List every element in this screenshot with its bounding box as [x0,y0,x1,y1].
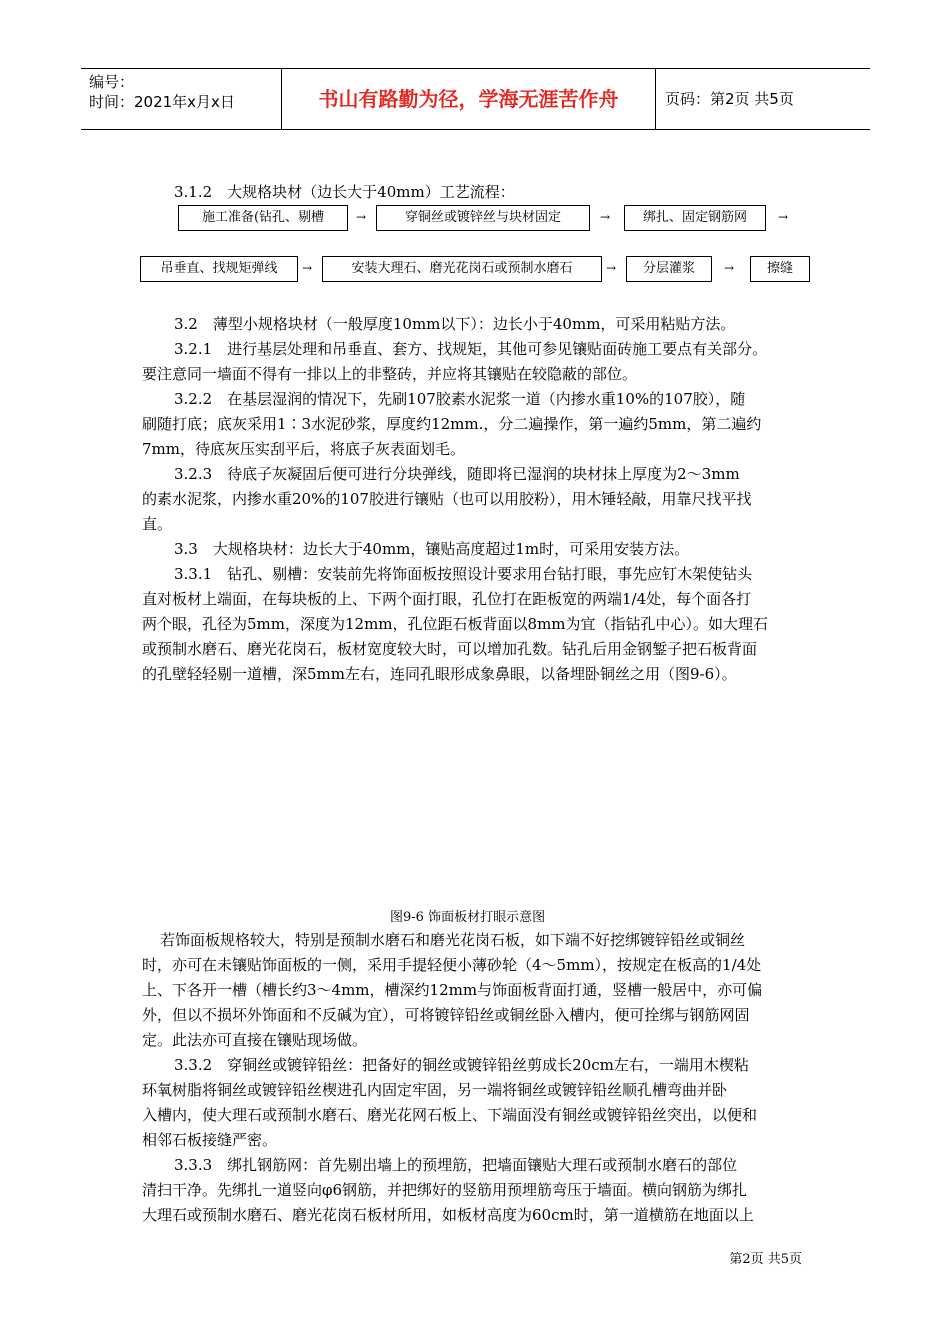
body-line: 或预制水磨石、磨光花岗石，板材宽度较大时，可以增加孔数。钻孔后用金钢錾子把石板背面 [142,640,758,658]
body-line: 3.2.1 进行基层处理和吊垂直、套方、找规矩，其他可参见镶贴面砖施工要点有关部分。 [174,340,768,358]
flow-step: 安装大理石、磨光花岗石或预制水磨石 [322,256,602,282]
body-line: 直对板材上端面，在每块板的上、下两个面打眼，孔位打在距板宽的两端1/4处，每个面各打 [142,590,752,608]
body-line: 相邻石板接缝严密。 [142,1131,278,1149]
flow-step: 吊垂直、找规矩弹线 [140,256,298,282]
flow-step: 施工准备(钻孔、剔槽 [178,205,348,231]
body-line: 3.3.3 绑扎钢筋网：首先剔出墙上的预埋筋，把墙面镶贴大理石或预制水磨石的部位 [174,1156,738,1174]
flow-arrow: → [600,210,611,224]
header-page-info: 页码：第2页 共5页 [665,90,794,108]
body-line: 两个眼，孔径为5mm，深度为12mm，孔位距石板背面以8mm为宜（指钻孔中心）。如大理石 [142,615,769,633]
body-line: 的素水泥浆，内掺水重20%的107胶进行镶贴（也可以用胶粉），用木锤轻敲，用靠尺找平找 [142,490,752,508]
body-line: 时，亦可在未镶贴饰面板的一侧，采用手提轻便小薄砂轮（4～5mm），按规定在板高的1/4处 [142,956,762,974]
body-line: 3.2.2 在基层湿润的情况下，先刷107胶素水泥浆一道（内掺水重10%的107胶），随 [174,390,746,408]
body-line: 直。 [142,515,173,533]
flow-arrow: → [724,261,735,275]
header-divider [655,69,656,129]
flow-step: 穿铜丝或镀锌丝与块材固定 [376,205,590,231]
number-label: 编号： [89,73,135,91]
body-line: 7mm，待底灰压实刮平后，将底子灰表面划毛。 [142,440,465,458]
body-line: 3.3 大规格块材：边长大于40mm，镶贴高度超过1m时，可采用安装方法。 [174,540,690,558]
flow-step: 绑扎、固定钢筋网 [624,205,766,231]
body-line: 外，但以不损坏外饰面和不反碱为宜），可将镀锌铅丝或铜丝卧入槽内，便可拴绑与钢筋网固 [142,1006,750,1024]
body-line: 入槽内，使大理石或预制水磨石、磨光花网石板上、下端面没有铜丝或镀锌铅丝突出，以便和 [142,1106,758,1124]
body-line: 上、下各开一槽（槽长约3～4mm，槽深约12mm与饰面板背面打通，竖槽一般居中，亦可偏 [142,981,763,999]
page-header [81,68,870,130]
header-meta [81,69,281,129]
body-line: 3.3.2 穿铜丝或镀锌铅丝：把备好的铜丝或镀锌铅丝剪成长20cm左右，一端用木楔粘 [174,1056,749,1074]
body-line: 要注意同一墙面不得有一排以上的非整砖，并应将其镶贴在较隐蔽的部位。 [142,365,638,383]
body-line: 环氧树脂将铜丝或镀锌铅丝楔进孔内固定牢固，另一端将铜丝或镀锌铅丝顺孔槽弯曲并卧 [142,1081,728,1099]
flow-step: 分层灌浆 [626,256,712,282]
body-line: 的孔壁轻轻剔一道槽，深5mm左右，连同孔眼形成象鼻眼，以备埋卧铜丝之用（图9-6）。 [142,665,737,683]
body-line: 大理石或预制水磨石、磨光花岗石板材所用，如板材高度为60cm时，第一道横筋在地面以上 [142,1206,754,1224]
body-line: 3.2 薄型小规格块材（一般厚度10mm以下）：边长小于40mm，可采用粘贴方法。 [174,315,736,333]
flow-arrow: → [302,261,313,275]
figure-caption: 图9-6 饰面板材打眼示意图 [390,910,546,925]
body-line: 若饰面板规格较大，特别是预制水磨石和磨光花岗石板，如下端不好挖绑镀锌铅丝或铜丝 [160,931,746,949]
flow-arrow: → [356,210,367,224]
flow-arrow: → [778,210,789,224]
body-line: 定。此法亦可直接在镶贴现场做。 [142,1031,368,1049]
flow-arrow: → [606,261,617,275]
header-motto: 书山有路勤为径，学海无涯苦作舟 [318,87,619,111]
body-line: 3.3.1 钻孔、剔槽：安装前先将饰面板按照设计要求用台钻打眼，事先应钉木架使钻头 [174,565,753,583]
time-label: 时间：2021年x月x日 [89,93,235,111]
section-title: 3.1.2 大规格块材（边长大于40mm）工艺流程： [174,183,515,201]
body-line: 刷随打底；底灰采用1∶3水泥砂浆，厚度约12mm.，分二遍操作，第一遍约5mm，第二遍约 [142,415,762,433]
body-line: 清扫干净。先绑扎一道竖向φ6钢筋，并把绑好的竖筋用预埋筋弯压于墙面。横向钢筋为绑扎 [142,1181,748,1199]
body-line: 3.2.3 待底子灰凝固后便可进行分块弹线，随即将已湿润的块材抹上厚度为2～3mm [174,465,740,483]
flow-step: 擦缝 [750,256,810,282]
page-footer: 第2页 共5页 [729,1252,802,1267]
